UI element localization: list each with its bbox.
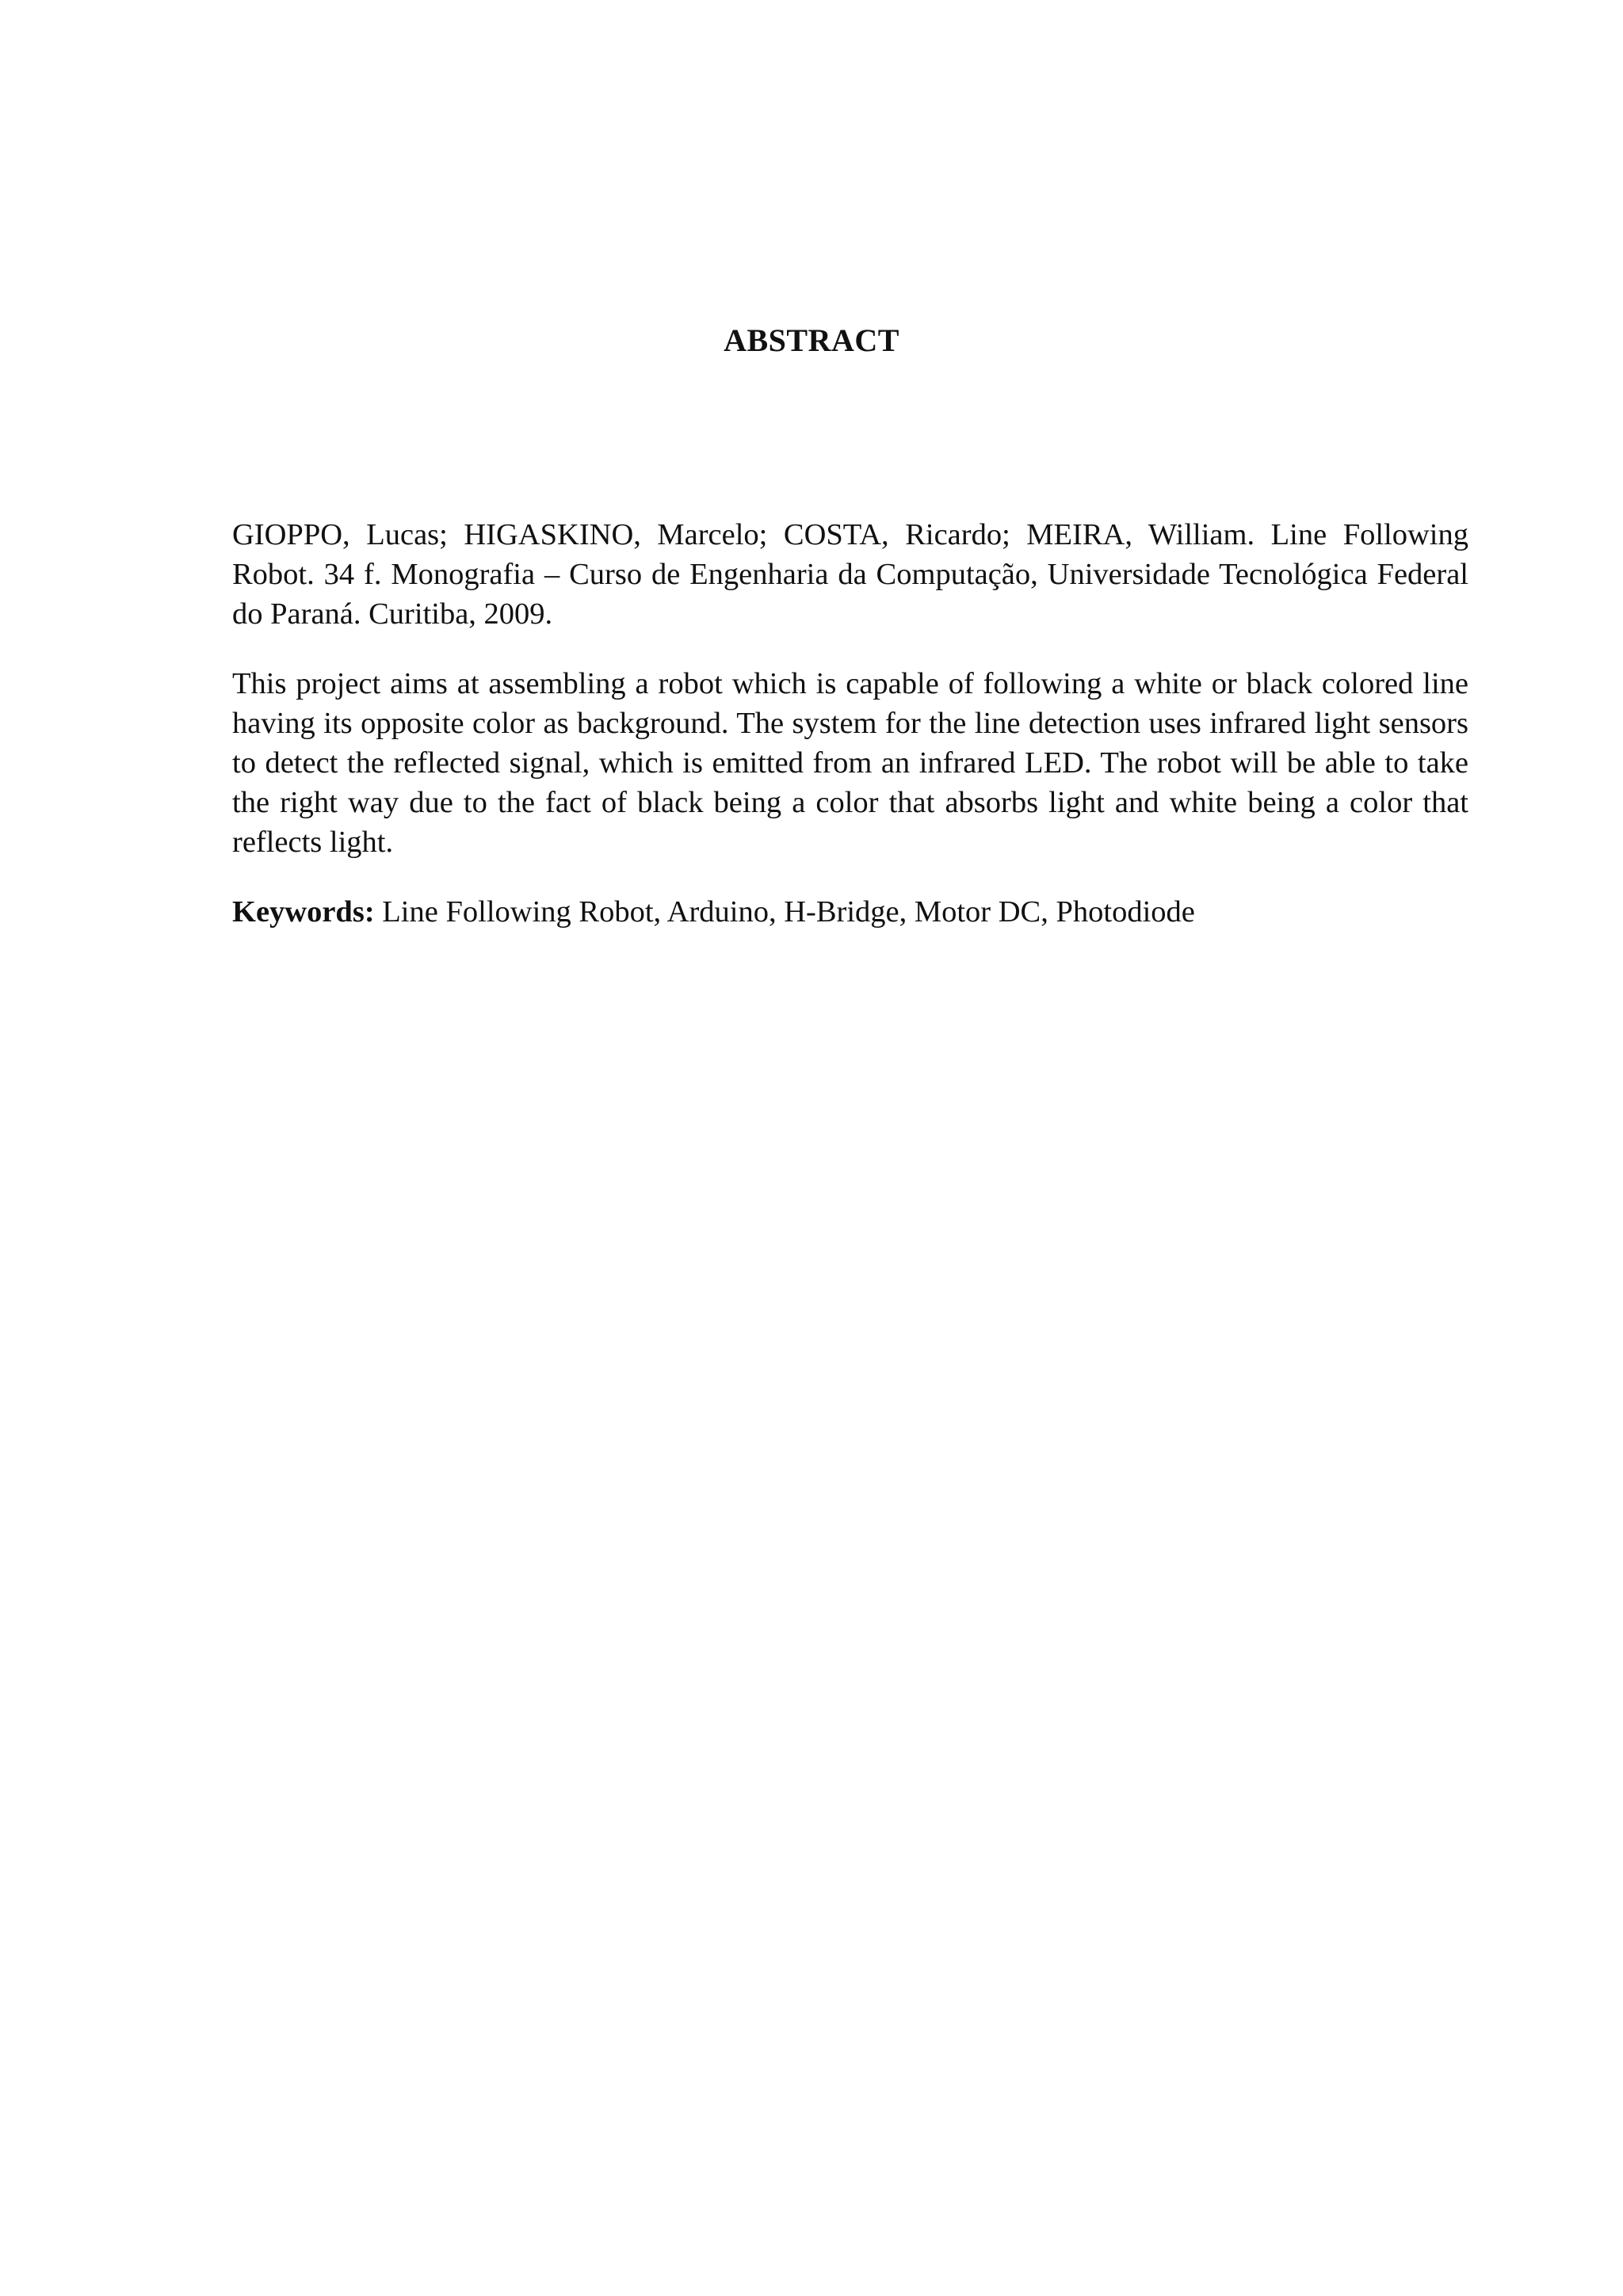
keywords-paragraph	[232, 892, 1468, 932]
abstract-paragraph: This project aims at assembling a robot which is capable of following a white or black colored line having its opposite color as background. The system for the line detection uses infrared light sensors to detect the reflected signal, which is emitted from an infrared LED. The robot will be able to take the right way due to the fact of black being a color that absorbs light and white being a color that reflects light.	[232, 667, 1468, 859]
keywords-list: Line Following Robot, Arduino, H-Bridge, Motor DC, Photodiode	[382, 895, 1195, 929]
keywords-label: Keywords:	[232, 895, 375, 929]
page-title: ABSTRACT	[724, 322, 899, 358]
citation-paragraph: GIOPPO, Lucas; HIGASKINO, Marcelo; COSTA, Ricardo; MEIRA, William. Line Following Robot. 34 f. Monografia – Curso de Engenharia da Computação, Universidade Tecnológica Federal do Paraná. Curitiba, 2009.	[232, 518, 1468, 631]
abstract-body	[232, 515, 1468, 932]
